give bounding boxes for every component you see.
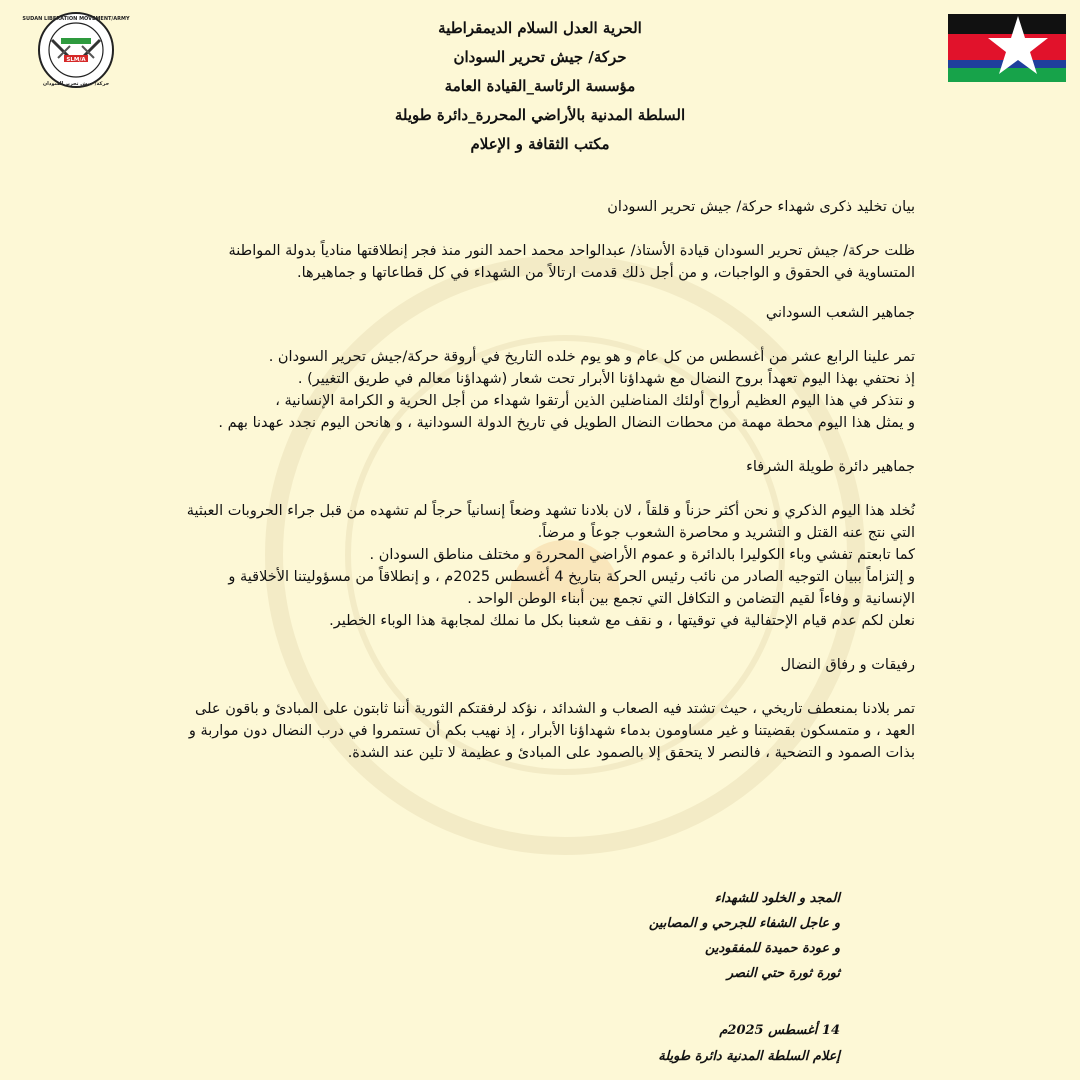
letterhead [280,14,800,159]
closing-slogans [380,886,840,986]
paragraph-line: إذ نحتفي بهذا اليوم تعهداً بروح النضال مع شهداؤنا الأبرار تحت شعار (شهداؤنا معالم في طريق التغيير) . [297,371,915,387]
paragraph-line: و نتذكر في هذا اليوم العظيم أرواح أولئك المناضلين الذين أرتقوا شهداء من أجل الحرية و الكرامة الإنسانية ، [275,393,915,409]
header-movement-name: حركة/ جيش تحرير السودان [453,48,627,66]
paragraph-line: تمر علينا الرابع عشر من أغسطس من كل عام و هو يوم خلده التاريخ في أروقة حركة/جيش تحرير السودان . [268,349,915,365]
section-heading: جماهير دائرة طويلة الشرفاء [746,459,915,475]
paragraph-line: نعلن لكم عدم قيام الإحتفالية في توقيتها ، و نقف مع شعبنا بكل ما نملك لمجابهة هذا الوباء الخطير. [329,613,915,629]
closing-line: ثورة ثورة حتي النصر [726,966,840,981]
statement-body [180,196,915,764]
paragraph-line: كما تابعتم تفشي وباء الكوليرا بالدائرة و عموم الأراضي المحررة و مختلف مناطق السودان . [369,547,915,563]
paragraph-line: و إلتزاماً ببيان التوجيه الصادر من نائب رئيس الحركة بتاريخ 4 أغسطس 2025م ، و إنطلاقاً من مسؤوليتنا الأخلاقية و الإنسانية و وفاءاً لقيم التضامن و التكافل التي تجمع بين أبناء الوطن الواحد . [228,569,915,607]
statement-title: بيان تخليد ذكرى شهداء حركة/ جيش تحرير السودان [607,199,915,215]
paragraph-line: و يمثل هذا اليوم محطة مهمة من محطات النضال الطويل في تاريخ الدولة السودانية ، و هانحن اليوم نجدد عهدنا بهم . [218,415,915,431]
header-institution: مؤسسة الرئاسة_القيادة العامة [444,77,636,95]
logo-ring-text-bottom: حركة/ جيش تحرير السودان [42,81,110,87]
paragraph-line: نُخلد هذا اليوم الذكري و نحن أكثر حزناً و قلقاً ، لان بلادنا تشهد وضعاً إنسانياً حرجاً لم تشهده من قبل جراء الحروبات العبثية التي نتج عنه القتل و التشريد و محاصرة الشعوب جوعاً و مرضاً. [186,503,915,541]
section-heading: جماهير الشعب السوداني [765,305,915,321]
statement-intro: ظلت حركة/ جيش تحرير السودان قيادة الأستاذ/ عبدالواحد محمد احمد النور منذ فجر إنطلاقتها منادياً بدولة المواطنة المتساوية في الحقوق و الواجبات، و من أجل ذلك قدمت ارتالاً من الشهداء في كل قطاعاتها و جماهيرها. [228,243,915,281]
flag [948,14,1066,82]
issue-date: 14 أغسطس 2025م [719,1023,840,1038]
slma-logo [14,10,146,90]
logo-ring-text-top: SUDAN LIBERATION MOVEMENT/ARMY [22,16,130,22]
closing-line: و عاجل الشفاء للجرحي و المصابين [648,916,840,931]
header-office: مكتب الثقافة و الإعلام [470,135,610,153]
paragraph-line: تمر بلادنا بمنعطف تاريخي ، حيث تشتد فيه الصعاب و الشدائد ، نؤكد لرفقتكم الثورية أننا ثابتون على المبادئ و باقون على العهد ، و متمسكون بقضيتنا و غير مساومون بدماء شهداؤنا الأبرار ، إذ نهيب بكم أن تستمروا في درب النضال دون مواربة و بذات الصمود و التضحية ، فالنصر لا يتحقق إلا بالصمود على المبادئ و عظيمة لا تلين عند الشدة. [188,701,915,761]
closing-line: المجد و الخلود للشهداء [714,891,840,906]
logo-badge-text: SLM/A [66,57,86,63]
section-heading: رفيقات و رفاق النضال [780,657,915,673]
closing-line: و عودة حميدة للمفقودين [705,941,840,956]
signature-block [380,1018,840,1070]
header-slogan: الحرية العدل السلام الديمقراطية [438,19,642,37]
header-authority: السلطة المدنية بالأراضي المحررة_دائرة طويلة [394,106,686,124]
issuer: إعلام السلطة المدنية دائرة طويلة [658,1049,840,1064]
